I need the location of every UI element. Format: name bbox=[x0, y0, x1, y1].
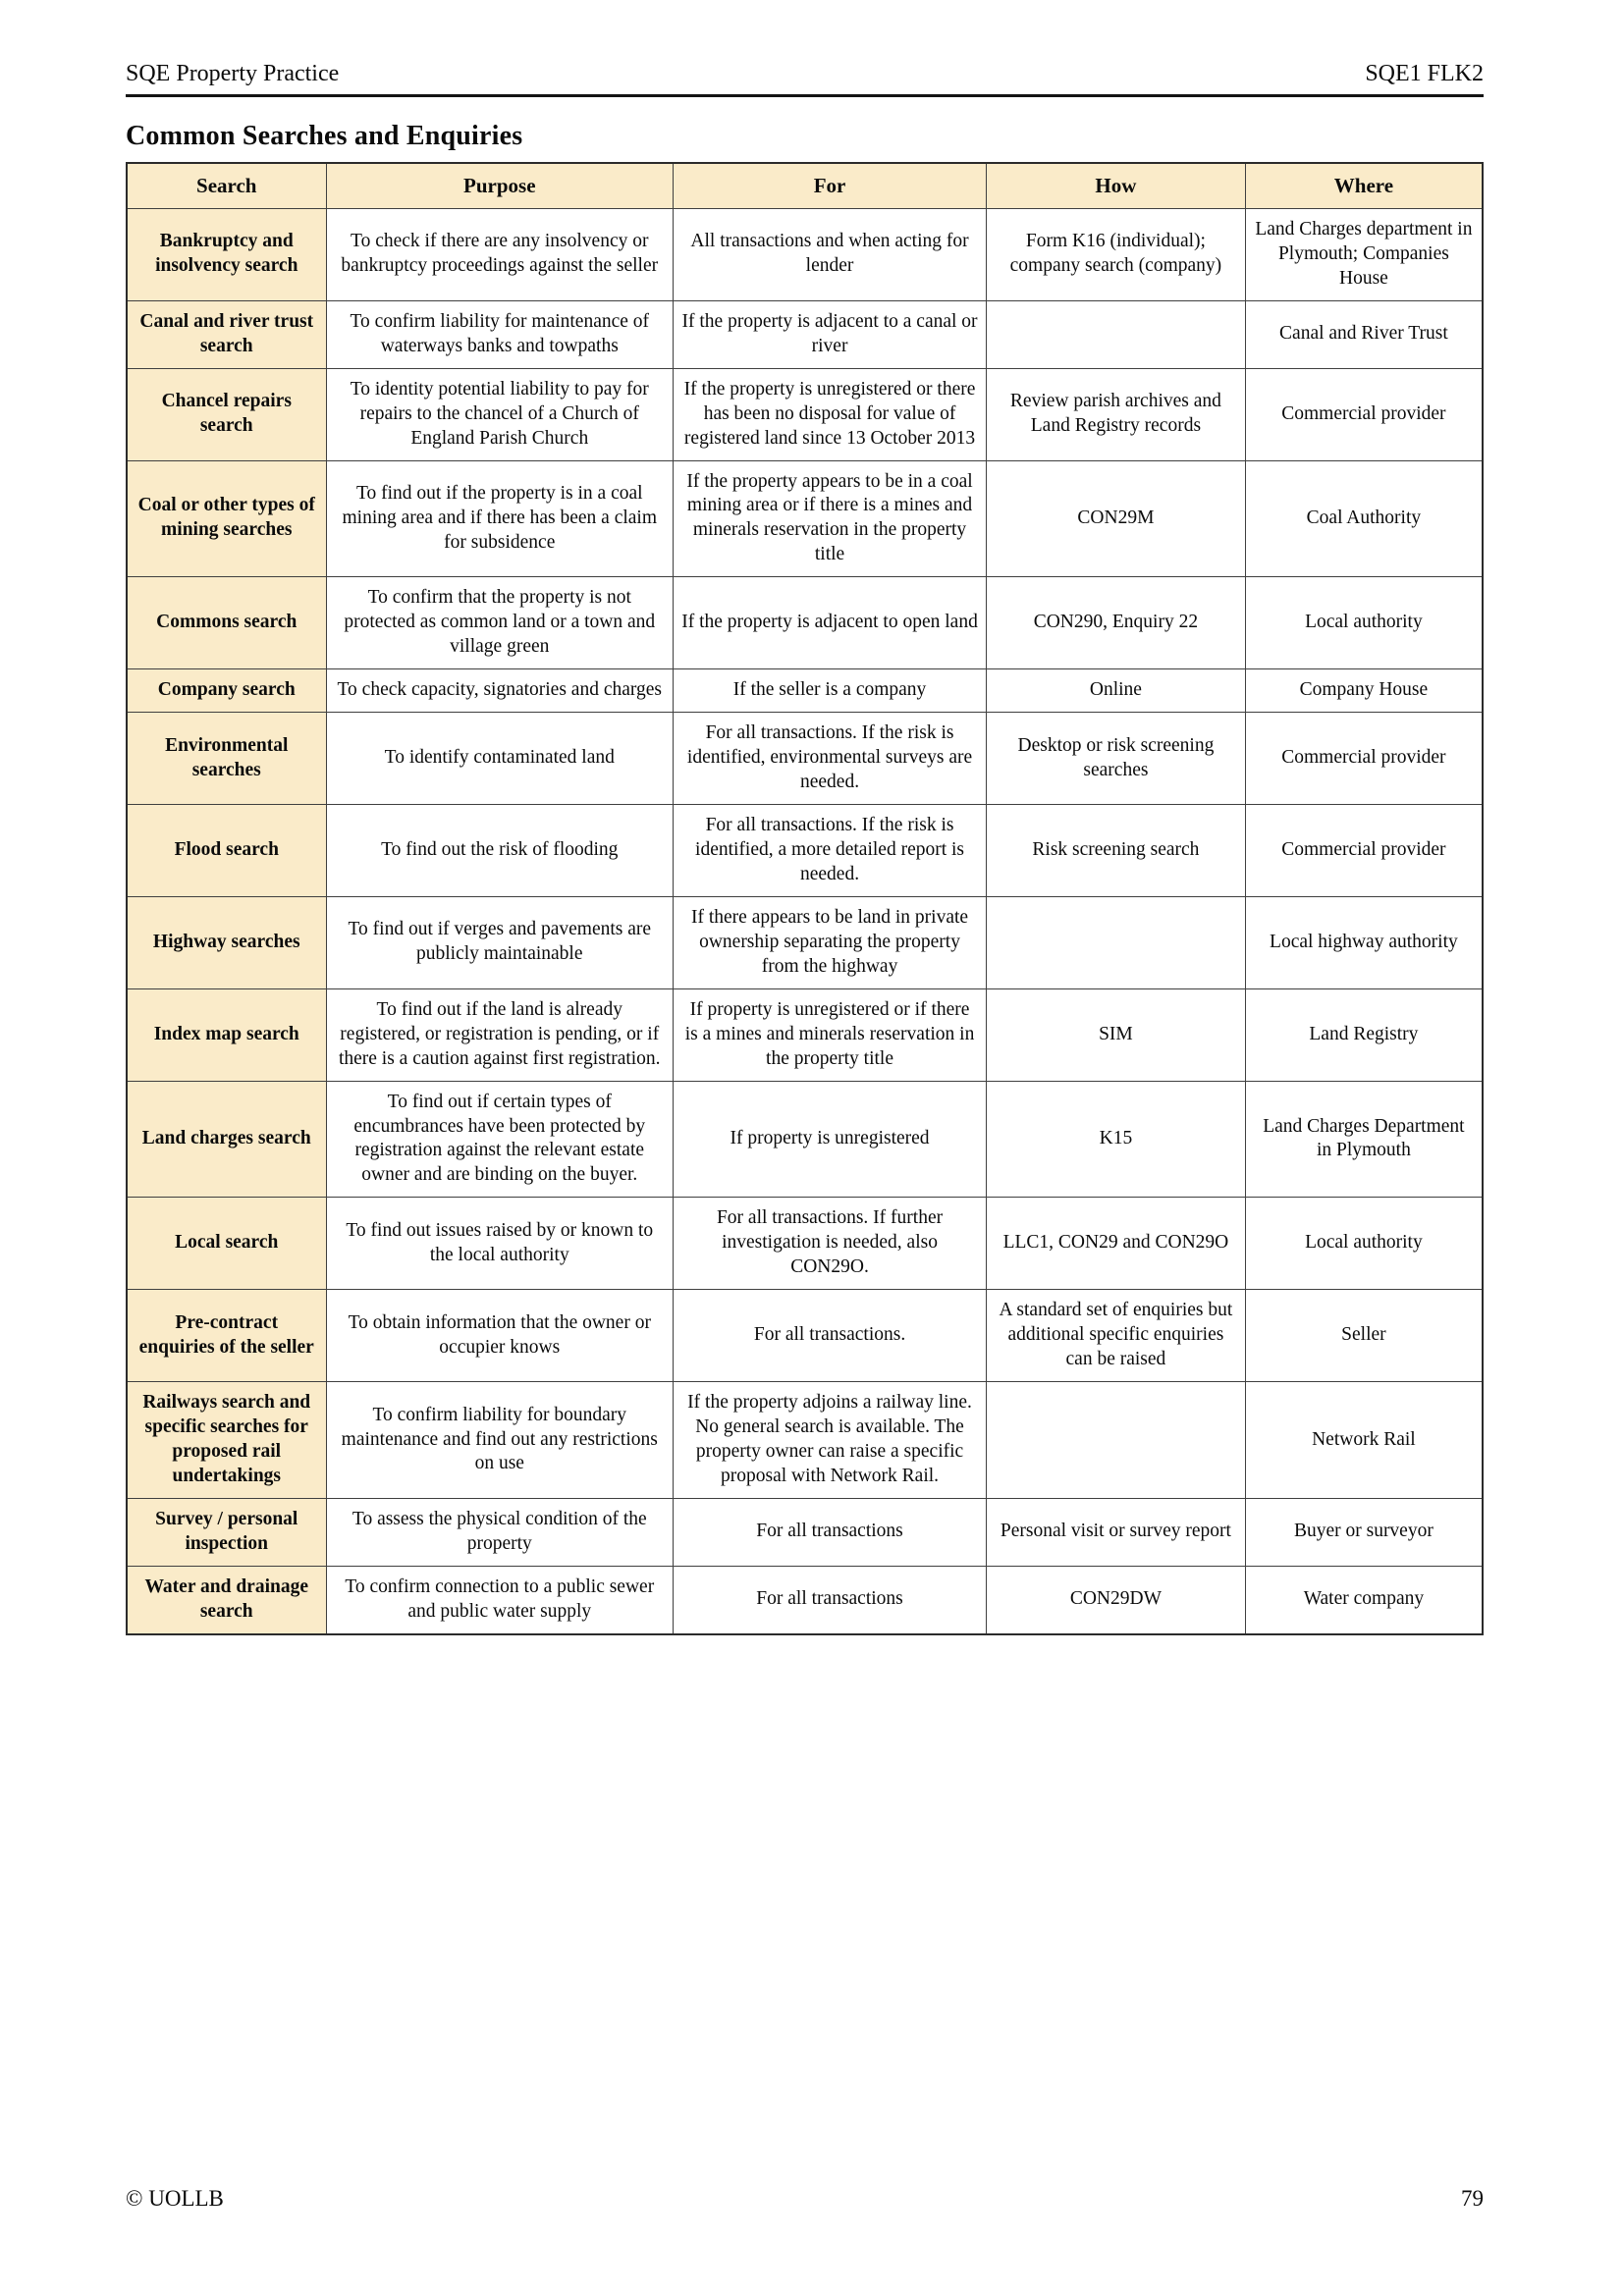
cell-for: If the property is adjacent to open land bbox=[674, 577, 987, 669]
table-row bbox=[127, 300, 1483, 368]
cell-for: For all transactions. bbox=[674, 1290, 987, 1382]
cell-purpose: To confirm liability for maintenance of waterways banks and towpaths bbox=[326, 300, 674, 368]
cell-where: Commercial provider bbox=[1245, 804, 1483, 896]
cell-purpose: To confirm liability for boundary maintenance and find out any restrictions on use bbox=[326, 1382, 674, 1499]
cell-search: Local search bbox=[127, 1198, 326, 1290]
cell-how bbox=[987, 1382, 1246, 1499]
cell-purpose: To identify contaminated land bbox=[326, 713, 674, 805]
cell-where: Local authority bbox=[1245, 577, 1483, 669]
table-row bbox=[127, 804, 1483, 896]
page-footer bbox=[126, 2186, 1484, 2212]
searches-table bbox=[126, 162, 1484, 1635]
cell-purpose: To identity potential liability to pay for repairs to the chancel of a Church of England Parish Church bbox=[326, 368, 674, 460]
column-header-where: Where bbox=[1245, 163, 1483, 208]
cell-where: Canal and River Trust bbox=[1245, 300, 1483, 368]
cell-search: Chancel repairs search bbox=[127, 368, 326, 460]
cell-purpose: To confirm connection to a public sewer and public water supply bbox=[326, 1566, 674, 1633]
cell-search: Highway searches bbox=[127, 896, 326, 988]
table-header-row bbox=[127, 163, 1483, 208]
page-title: Common Searches and Enquiries bbox=[126, 121, 523, 151]
cell-for: If property is unregistered or if there is a mines and minerals reservation in the property title bbox=[674, 988, 987, 1081]
cell-how: A standard set of enquiries but additional specific enquiries can be raised bbox=[987, 1290, 1246, 1382]
footer-copyright: © UOLLB bbox=[126, 2186, 224, 2211]
table-row bbox=[127, 988, 1483, 1081]
cell-search: Commons search bbox=[127, 577, 326, 669]
cell-how bbox=[987, 300, 1246, 368]
cell-purpose: To obtain information that the owner or occupier knows bbox=[326, 1290, 674, 1382]
cell-purpose: To check if there are any insolvency or bankruptcy proceedings against the seller bbox=[326, 208, 674, 300]
cell-how: Risk screening search bbox=[987, 804, 1246, 896]
cell-search: Company search bbox=[127, 669, 326, 713]
cell-search: Railways search and specific searches for proposed rail undertakings bbox=[127, 1382, 326, 1499]
table-row bbox=[127, 896, 1483, 988]
cell-where: Company House bbox=[1245, 669, 1483, 713]
cell-search: Index map search bbox=[127, 988, 326, 1081]
cell-how bbox=[987, 896, 1246, 988]
cell-purpose: To find out issues raised by or known to the local authority bbox=[326, 1198, 674, 1290]
table-row bbox=[127, 669, 1483, 713]
cell-for: If there appears to be land in private ownership separating the property from the highway bbox=[674, 896, 987, 988]
table-row bbox=[127, 1382, 1483, 1499]
header-exam-code: SQE1 FLK2 bbox=[1365, 61, 1484, 86]
cell-where: Buyer or surveyor bbox=[1245, 1498, 1483, 1566]
cell-purpose: To confirm that the property is not protected as common land or a town and village green bbox=[326, 577, 674, 669]
cell-for: For all transactions. If the risk is identified, a more detailed report is needed. bbox=[674, 804, 987, 896]
cell-how: SIM bbox=[987, 988, 1246, 1081]
column-header-for: For bbox=[674, 163, 987, 208]
cell-where: Local authority bbox=[1245, 1198, 1483, 1290]
cell-where: Land Charges department in Plymouth; Companies House bbox=[1245, 208, 1483, 300]
cell-how: CON29DW bbox=[987, 1566, 1246, 1633]
cell-search: Water and drainage search bbox=[127, 1566, 326, 1633]
cell-how: CON290, Enquiry 22 bbox=[987, 577, 1246, 669]
cell-for: For all transactions bbox=[674, 1498, 987, 1566]
cell-how: Desktop or risk screening searches bbox=[987, 713, 1246, 805]
table-row bbox=[127, 1198, 1483, 1290]
cell-search: Environmental searches bbox=[127, 713, 326, 805]
cell-for: For all transactions bbox=[674, 1566, 987, 1633]
running-header bbox=[126, 61, 1484, 97]
cell-how: Review parish archives and Land Registry records bbox=[987, 368, 1246, 460]
cell-where: Seller bbox=[1245, 1290, 1483, 1382]
column-header-purpose: Purpose bbox=[326, 163, 674, 208]
cell-for: If the property is unregistered or there has been no disposal for value of registered land since 13 October 2013 bbox=[674, 368, 987, 460]
cell-purpose: To find out the risk of flooding bbox=[326, 804, 674, 896]
cell-how: Form K16 (individual); company search (company) bbox=[987, 208, 1246, 300]
table-row bbox=[127, 1290, 1483, 1382]
cell-search: Pre-contract enquiries of the seller bbox=[127, 1290, 326, 1382]
cell-where: Land Charges Department in Plymouth bbox=[1245, 1081, 1483, 1198]
cell-how: Personal visit or survey report bbox=[987, 1498, 1246, 1566]
header-book-title: SQE Property Practice bbox=[126, 61, 340, 86]
table-row bbox=[127, 208, 1483, 300]
cell-search: Canal and river trust search bbox=[127, 300, 326, 368]
cell-for: If the property is adjacent to a canal or river bbox=[674, 300, 987, 368]
cell-how: K15 bbox=[987, 1081, 1246, 1198]
cell-for: If property is unregistered bbox=[674, 1081, 987, 1198]
cell-how: Online bbox=[987, 669, 1246, 713]
cell-purpose: To find out if verges and pavements are publicly maintainable bbox=[326, 896, 674, 988]
cell-for: If the seller is a company bbox=[674, 669, 987, 713]
cell-purpose: To find out if certain types of encumbrances have been protected by registration against the relevant estate owner and are binding on the buyer. bbox=[326, 1081, 674, 1198]
cell-search: Coal or other types of mining searches bbox=[127, 460, 326, 577]
cell-search: Bankruptcy and insolvency search bbox=[127, 208, 326, 300]
cell-for: For all transactions. If the risk is identified, environmental surveys are needed. bbox=[674, 713, 987, 805]
cell-for: For all transactions. If further investigation is needed, also CON29O. bbox=[674, 1198, 987, 1290]
cell-purpose: To find out if the land is already registered, or registration is pending, or if there is a caution against first registration. bbox=[326, 988, 674, 1081]
cell-where: Commercial provider bbox=[1245, 713, 1483, 805]
cell-purpose: To find out if the property is in a coal mining area and if there has been a claim for subsidence bbox=[326, 460, 674, 577]
table-row bbox=[127, 577, 1483, 669]
table-row bbox=[127, 713, 1483, 805]
table-row bbox=[127, 1566, 1483, 1633]
cell-where: Network Rail bbox=[1245, 1382, 1483, 1499]
cell-search: Land charges search bbox=[127, 1081, 326, 1198]
cell-purpose: To assess the physical condition of the property bbox=[326, 1498, 674, 1566]
cell-how: CON29M bbox=[987, 460, 1246, 577]
cell-search: Flood search bbox=[127, 804, 326, 896]
footer-page-number: 79 bbox=[1461, 2186, 1484, 2211]
cell-where: Local highway authority bbox=[1245, 896, 1483, 988]
table-row bbox=[127, 368, 1483, 460]
table-row bbox=[127, 460, 1483, 577]
cell-where: Water company bbox=[1245, 1566, 1483, 1633]
table-row bbox=[127, 1081, 1483, 1198]
table-body bbox=[127, 208, 1483, 1633]
cell-for: All transactions and when acting for lender bbox=[674, 208, 987, 300]
column-header-how: How bbox=[987, 163, 1246, 208]
table-row bbox=[127, 1498, 1483, 1566]
cell-search: Survey / personal inspection bbox=[127, 1498, 326, 1566]
cell-for: If the property adjoins a railway line. No general search is available. The property owner can raise a specific proposal with Network Rail. bbox=[674, 1382, 987, 1499]
cell-for: If the property appears to be in a coal mining area or if there is a mines and minerals reservation in the property title bbox=[674, 460, 987, 577]
cell-how: LLC1, CON29 and CON29O bbox=[987, 1198, 1246, 1290]
cell-where: Land Registry bbox=[1245, 988, 1483, 1081]
cell-where: Coal Authority bbox=[1245, 460, 1483, 577]
cell-purpose: To check capacity, signatories and charges bbox=[326, 669, 674, 713]
cell-where: Commercial provider bbox=[1245, 368, 1483, 460]
column-header-search: Search bbox=[127, 163, 326, 208]
